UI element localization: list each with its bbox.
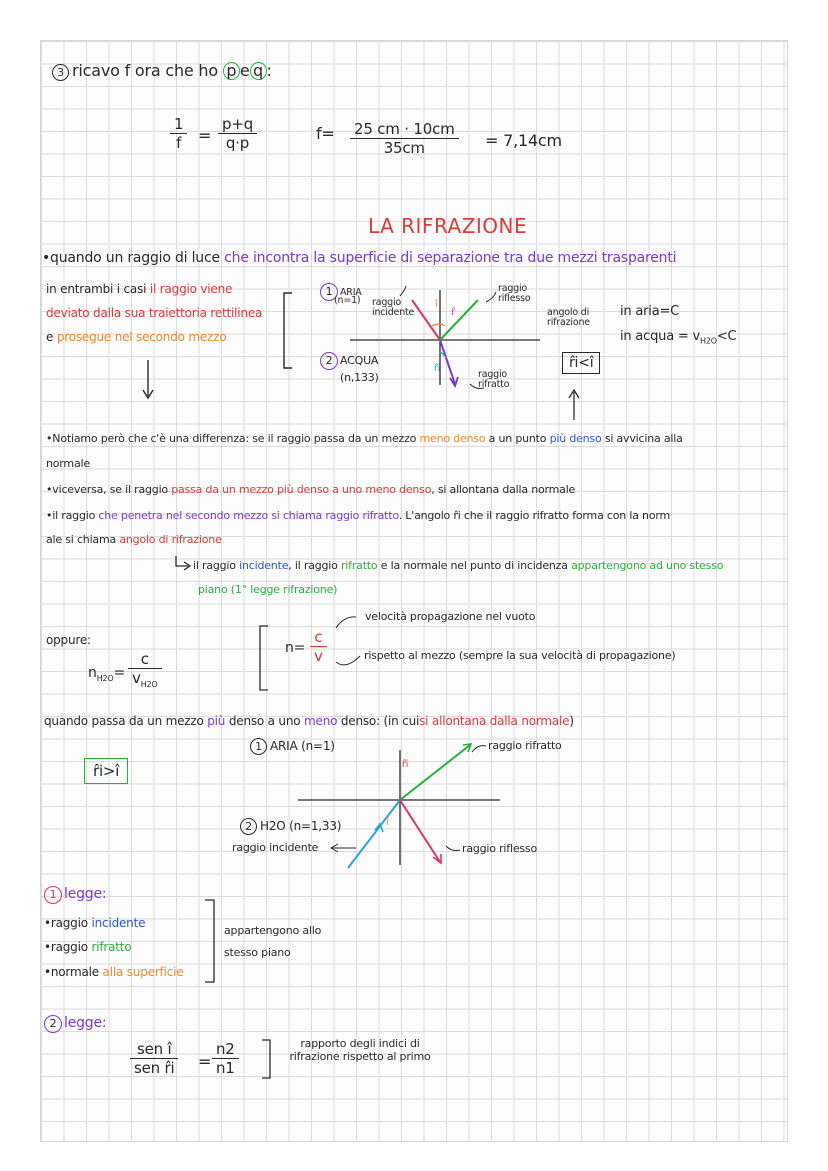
note1-b: a un punto [488,432,547,445]
snell-equals: = [198,1052,212,1071]
comparison-box-2: r̂i>î [84,758,128,784]
acqua-text: ACQUA [340,354,379,367]
label-riflesso: raggio riflesso [498,283,531,304]
lhs-den: f [176,134,182,152]
comparison-box: r̂i<î [562,352,600,374]
note1-blue: più denso [549,432,602,445]
note-line1b: normale [46,457,90,470]
label-incidente: raggio incidente [372,297,415,318]
law2-title-text: legge: [64,1015,107,1031]
intro-line4-b: prosegue nel secondo mezzo [56,330,227,344]
note3-purple: che penetra nel secondo mezzo si chiama raggio rifratto [98,509,399,522]
acqua-num: 2 [320,352,338,370]
d2-intro-pur2: meno [304,714,338,728]
snell-den: sen r̂i [134,1059,175,1077]
law2-note: rapporto degli indici di rifrazione rispetto al primo [289,1037,431,1063]
intro-line2-a: in entrambi i casi [46,282,147,296]
label-angolo: angolo di rifrazione [547,307,590,328]
step3-text: ricavo f ora che ho [72,61,218,80]
aria-index: (n=1) [334,295,361,306]
note3-b: . L'angolo r̂i che il raggio rifratto forma con la norm [398,509,670,522]
snell-n2: n2 [212,1040,239,1059]
law1-item2-b: rifratto [91,940,132,954]
aria-num-2: 1 [250,738,267,755]
speed-in-air: in aria=C [620,304,680,319]
d2-intro-d: ) [569,714,574,728]
colon: : [266,61,272,80]
calc-num: 25 cm · 10cm [350,120,459,139]
law1-item3-a: •normale [44,965,99,979]
d2-intro-red: si allontana dalla normale [419,714,570,728]
intro-line4-a: e [46,330,54,344]
speed-in-water-text: in acqua = v [620,329,701,344]
rhs-num: p+q [218,115,257,134]
oppure-label: oppure: [46,633,91,647]
p-circled: p [223,62,240,80]
law1-title-text: legge: [64,886,107,902]
speed-in-water-sub: H2O [700,336,717,346]
law1-item1-b: incidente [91,916,146,930]
note5-b: , il raggio [288,559,338,572]
calc-result: = 7,14cm [485,131,562,150]
lhs-num: 1 [170,115,187,134]
note4-red: angolo di rifrazione [119,533,222,546]
law1-note: appartengono allo stesso piano [224,924,322,959]
note4-a: ale si chiama [46,533,117,546]
label-incidente-2: raggio incidente [232,841,319,854]
intro-line2-red: il raggio viene [149,282,233,296]
snell-num: sen î [130,1040,178,1059]
law1-num: 1 [44,886,62,904]
snell-lhs [130,1040,178,1077]
law2-num: 2 [44,1015,62,1033]
note5-a: il raggio [193,559,236,572]
angle-r-label: r̂ [451,307,455,318]
note-line6: piano (1° legge rifrazione) [198,583,338,596]
n-h2o-n: n [88,665,97,681]
v-h2o-sub: H2O [140,680,158,689]
intro-line3: deviato dalla sua traiettoria rettilinea [46,306,263,320]
law1-item3-b: alla superficie [102,965,184,979]
velocity-note: velocità propagazione nel vuoto [365,610,536,623]
label-riflesso-2: raggio riflesso [462,842,537,855]
h2o-num-2: 2 [240,818,257,835]
d2-intro-b: denso a uno [228,714,301,728]
step-number: 3 [52,64,69,81]
angle-i-label-2: î [386,817,389,828]
note5-c: e la normale nel punto di incidenza [380,559,568,572]
q-circled: q [250,62,267,80]
law1-bracket [205,900,214,982]
equals-sign: = [198,126,212,145]
note5-blue: incidente [239,559,289,572]
n-h2o-sub: H2O [96,673,114,683]
d2-intro-c: denso: (in cui [340,714,420,728]
angle-ri-label: r̂i [434,363,441,374]
calc-den: 35cm [383,139,425,157]
intro-line1-b: che incontra la superficie di separazione tra due mezzi trasparenti [224,250,677,266]
relative-note: rispetto al mezzo (sempre la sua velocità di propagazione) [364,649,676,662]
d2-intro-a: quando passa da un mezzo [44,714,204,728]
rhs-den: q·p [225,134,250,152]
angle-ri-label-2: r̂i [402,759,409,770]
law1-item1-a: •raggio [44,916,88,930]
note2-red: passa da un mezzo più denso a uno meno denso [171,483,432,496]
n-num: c [310,628,327,647]
law1-item2-a: •raggio [44,940,88,954]
snell-n1: n1 [216,1059,235,1077]
n-equals: n= [285,640,306,656]
aria-text-2: ARIA (n=1) [270,739,335,753]
note1-orange: meno denso [419,432,486,445]
acqua-index: (n,133) [340,371,379,384]
note2-b: , si allontana dalla normale [431,483,576,496]
n-den: v [314,647,323,665]
law2-bracket [262,1040,270,1078]
e-text: e [239,61,250,80]
d2-intro-pur1: più [207,714,226,728]
note5-green: rifratto [340,559,378,572]
note1-a: •Notiamo però che c'è una differenza: se il raggio passa da un mezzo [46,432,417,445]
calc-prefix: f= [316,124,335,143]
n-h2o-eq: = [113,665,126,681]
note1-c: si avvicina alla [604,432,683,445]
note2-a: •viceversa, se il raggio [46,483,168,496]
snell-rhs [212,1040,239,1077]
label-rifratto: raggio rifratto [478,369,510,390]
aria-text: ARIA [340,287,362,298]
h2o-text-2: H2O (n=1,33) [260,819,342,833]
note5-green2: appartengono ad uno stesso [571,559,724,572]
label-rifratto-2: raggio rifratto [488,739,562,752]
page-title: LA RIFRAZIONE [368,214,528,238]
speed-in-water-end: <C [716,329,737,344]
law2-title [44,1015,106,1033]
note3-a: •il raggio [46,509,96,522]
v-h2o: v [132,669,141,687]
n-h2o-num: c [128,650,162,669]
intro-line1-a: •quando un raggio di luce [42,250,220,266]
aria-num: 1 [320,283,338,301]
angle-i-label: î [435,299,438,310]
